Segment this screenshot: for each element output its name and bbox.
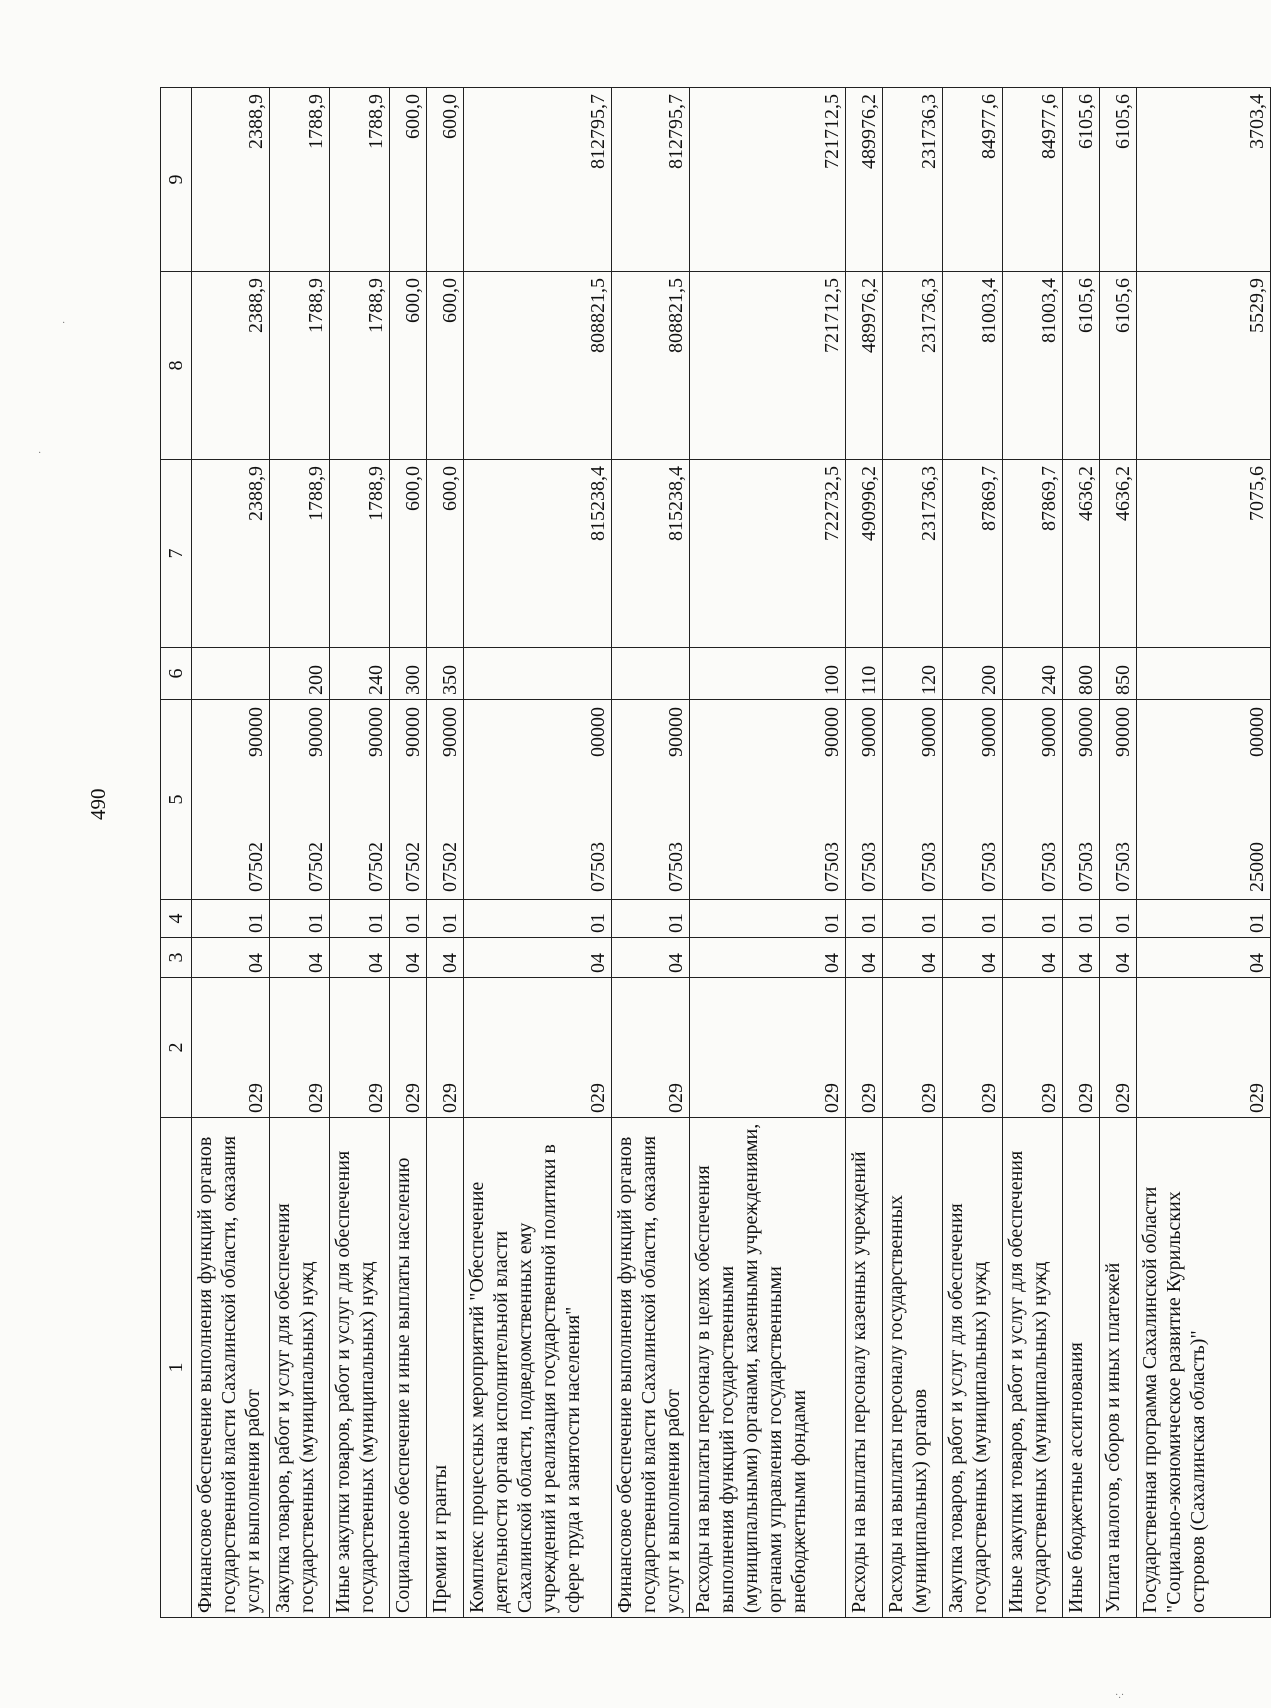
cell-amount-year-3: 812795,7 [464,88,612,272]
header-col-2: 2 [161,978,192,1118]
cell-section: 04 [192,938,270,978]
cell-ministry: 029 [846,978,883,1118]
cell-target-article [1063,700,1100,900]
target-article-part-1: 07502 [365,842,387,892]
cell-subsection: 01 [464,900,612,938]
target-article-part-2: 90000 [1038,707,1060,757]
cell-amount-year-3: 84977,6 [943,88,1003,272]
cell-amount-year-3: 1788,9 [270,88,330,272]
target-article-part-2: 90000 [821,707,843,757]
target-article-part-1: 07502 [305,842,327,892]
table-row [1003,88,1063,1618]
cell-expense-type: 350 [427,648,464,700]
cell-ministry: 029 [690,978,846,1118]
cell-target-article [330,700,390,900]
row-name: Закупка товаров, работ и услуг для обеспечения государственных (муниципальных) нужд [943,1118,1003,1618]
target-article-part-1: 07503 [858,842,880,892]
cell-amount-year-2: 489976,2 [846,272,883,460]
cell-subsection: 01 [612,900,690,938]
cell-section: 04 [943,938,1003,978]
target-article-part-2: 90000 [245,707,267,757]
cell-ministry: 029 [427,978,464,1118]
target-article-part-2: 90000 [665,707,687,757]
cell-section: 04 [427,938,464,978]
cell-ministry: 029 [390,978,427,1118]
table-row [943,88,1003,1618]
header-col-4: 4 [161,900,192,938]
cell-target-article [846,700,883,900]
cell-amount-year-2: 5529,9 [1137,272,1271,460]
cell-amount-year-2: 6105,6 [1063,272,1100,460]
cell-amount-year-1: 815238,4 [612,460,690,648]
target-article-part-1: 25000 [1246,842,1268,892]
cell-expense-type [612,648,690,700]
row-name: Закупка товаров, работ и услуг для обеспечения государственных (муниципальных) нужд [270,1118,330,1618]
row-name: Государственная программа Сахалинской области "Социально-экономическое развитие Курильских островов (Сахалинская область)" [1137,1118,1271,1618]
row-name: Премии и гранты [427,1118,464,1618]
row-name: Финансовое обеспечение выполнения функций органов государственной власти Сахалинской области, оказания услуг и выполнения работ [192,1118,270,1618]
header-col-3: 3 [161,938,192,978]
row-name: Иные бюджетные ассигнования [1063,1118,1100,1618]
target-article-part-1: 07502 [245,842,267,892]
cell-amount-year-3: 2388,9 [192,88,270,272]
cell-subsection: 01 [883,900,943,938]
cell-target-article [690,700,846,900]
cell-amount-year-3: 600,0 [427,88,464,272]
cell-subsection: 01 [270,900,330,938]
cell-expense-type: 240 [330,648,390,700]
cell-amount-year-3: 231736,3 [883,88,943,272]
cell-amount-year-3: 6105,6 [1100,88,1137,272]
cell-target-article [612,700,690,900]
target-article-part-1: 07503 [665,842,687,892]
cell-target-article [1137,700,1271,900]
target-article-part-1: 07503 [1038,842,1060,892]
cell-amount-year-2: 1788,9 [270,272,330,460]
cell-amount-year-2: 808821,5 [464,272,612,460]
cell-amount-year-1: 231736,3 [883,460,943,648]
cell-amount-year-3: 1788,9 [330,88,390,272]
cell-amount-year-2: 721712,5 [690,272,846,460]
cell-amount-year-1: 600,0 [427,460,464,648]
cell-section: 04 [1063,938,1100,978]
scan-speck: · [62,318,66,329]
header-col-1: 1 [161,1118,192,1618]
cell-target-article [1003,700,1063,900]
table-row [1137,88,1271,1618]
cell-ministry: 029 [464,978,612,1118]
cell-amount-year-1: 87869,7 [943,460,1003,648]
target-article-part-1: 07502 [439,842,461,892]
row-name: Комплекс процессных мероприятий "Обеспечение деятельности органа исполнительной власти Сахалинской области, подведомственных ему учреждений и реализация государственной политики в сфере труда и занятости населения" [464,1118,612,1618]
cell-amount-year-1: 2388,9 [192,460,270,648]
header-col-8: 8 [161,272,192,460]
header-col-6: 6 [161,648,192,700]
target-article-part-1: 07503 [821,842,843,892]
cell-ministry: 029 [1063,978,1100,1118]
target-article-part-2: 00000 [1246,707,1268,757]
cell-amount-year-1: 722732,5 [690,460,846,648]
cell-amount-year-3: 600,0 [390,88,427,272]
cell-section: 04 [1100,938,1137,978]
target-article-part-1: 07503 [978,842,1000,892]
table-row [690,88,846,1618]
header-row [161,88,192,1618]
cell-section: 04 [883,938,943,978]
cell-expense-type: 200 [943,648,1003,700]
header-col-5: 5 [161,700,192,900]
cell-amount-year-2: 81003,4 [1003,272,1063,460]
cell-amount-year-3: 6105,6 [1063,88,1100,272]
table-row [612,88,690,1618]
target-article-part-2: 90000 [402,707,424,757]
target-article-part-1: 07503 [587,842,609,892]
table-row [390,88,427,1618]
cell-expense-type: 240 [1003,648,1063,700]
cell-subsection: 01 [846,900,883,938]
row-name: Расходы на выплаты персоналу казенных учреждений [846,1118,883,1618]
table-row [1063,88,1100,1618]
target-article-part-2: 90000 [305,707,327,757]
cell-amount-year-2: 231736,3 [883,272,943,460]
cell-amount-year-1: 600,0 [390,460,427,648]
cell-section: 04 [390,938,427,978]
cell-target-article [427,700,464,900]
table-row [1100,88,1137,1618]
cell-amount-year-3: 721712,5 [690,88,846,272]
cell-target-article [1100,700,1137,900]
row-name: Иные закупки товаров, работ и услуг для обеспечения государственных (муниципальных) нужд [1003,1118,1063,1618]
cell-amount-year-1: 4636,2 [1100,460,1137,648]
target-article-part-2: 00000 [587,707,609,757]
target-article-part-2: 90000 [858,707,880,757]
cell-ministry: 029 [943,978,1003,1118]
cell-amount-year-2: 600,0 [390,272,427,460]
cell-expense-type [464,648,612,700]
cell-amount-year-1: 1788,9 [330,460,390,648]
cell-ministry: 029 [883,978,943,1118]
cell-expense-type: 200 [270,648,330,700]
header-col-7: 7 [161,460,192,648]
cell-amount-year-1: 4636,2 [1063,460,1100,648]
cell-subsection: 01 [943,900,1003,938]
target-article-part-2: 90000 [1112,707,1134,757]
table-row [270,88,330,1618]
cell-amount-year-1: 1788,9 [270,460,330,648]
row-name: Расходы на выплаты персоналу государственных (муниципальных) органов [883,1118,943,1618]
cell-amount-year-2: 808821,5 [612,272,690,460]
cell-expense-type: 120 [883,648,943,700]
cell-amount-year-3: 812795,7 [612,88,690,272]
cell-amount-year-1: 815238,4 [464,460,612,648]
scan-speck: ·.· [1115,1690,1125,1701]
target-article-part-2: 90000 [1075,707,1097,757]
cell-expense-type: 800 [1063,648,1100,700]
cell-section: 04 [464,938,612,978]
cell-target-article [192,700,270,900]
cell-amount-year-2: 1788,9 [330,272,390,460]
row-name: Расходы на выплаты персоналу в целях обеспечения выполнения функций государственными (муниципальными) органами, казенными учреждениями, органами управления государственными внебюджетными фондами [690,1118,846,1618]
table-row [464,88,612,1618]
cell-amount-year-2: 2388,9 [192,272,270,460]
cell-amount-year-2: 600,0 [427,272,464,460]
target-article-part-1: 07503 [1075,842,1097,892]
cell-target-article [270,700,330,900]
cell-section: 04 [612,938,690,978]
table-row [330,88,390,1618]
rotated-table-sheet [160,88,1268,1618]
cell-expense-type [1137,648,1271,700]
cell-subsection: 01 [690,900,846,938]
cell-amount-year-2: 6105,6 [1100,272,1137,460]
target-article-part-2: 90000 [918,707,940,757]
budget-table [160,87,1271,1618]
cell-section: 04 [690,938,846,978]
cell-subsection: 01 [1003,900,1063,938]
cell-expense-type [192,648,270,700]
target-article-part-1: 07502 [402,842,424,892]
cell-section: 04 [1003,938,1063,978]
target-article-part-1: 07503 [1112,842,1134,892]
target-article-part-2: 90000 [439,707,461,757]
cell-expense-type: 100 [690,648,846,700]
cell-subsection: 01 [390,900,427,938]
cell-ministry: 029 [330,978,390,1118]
cell-subsection: 01 [192,900,270,938]
row-name: Финансовое обеспечение выполнения функций органов государственной власти Сахалинской области, оказания услуг и выполнения работ [612,1118,690,1618]
cell-expense-type: 300 [390,648,427,700]
page-number: 490 [86,788,110,820]
cell-ministry: 029 [1100,978,1137,1118]
target-article-part-2: 90000 [365,707,387,757]
cell-section: 04 [1137,938,1271,978]
cell-ministry: 029 [1137,978,1271,1118]
row-name: Иные закупки товаров, работ и услуг для обеспечения государственных (муниципальных) нужд [330,1118,390,1618]
cell-target-article [464,700,612,900]
cell-subsection: 01 [1063,900,1100,938]
table-body [192,88,1271,1618]
cell-ministry: 029 [612,978,690,1118]
header-col-9: 9 [161,88,192,272]
cell-subsection: 01 [1137,900,1271,938]
cell-target-article [883,700,943,900]
target-article-part-2: 90000 [978,707,1000,757]
cell-expense-type: 110 [846,648,883,700]
row-name: Уплата налогов, сборов и иных платежей [1100,1118,1137,1618]
cell-section: 04 [846,938,883,978]
row-name: Социальное обеспечение и иные выплаты населению [390,1118,427,1618]
cell-ministry: 029 [192,978,270,1118]
cell-target-article [943,700,1003,900]
cell-ministry: 029 [270,978,330,1118]
cell-amount-year-3: 3703,4 [1137,88,1271,272]
cell-amount-year-1: 490996,2 [846,460,883,648]
cell-subsection: 01 [330,900,390,938]
cell-subsection: 01 [427,900,464,938]
cell-amount-year-1: 87869,7 [1003,460,1063,648]
cell-expense-type: 850 [1100,648,1137,700]
cell-amount-year-3: 84977,6 [1003,88,1063,272]
table-row [427,88,464,1618]
cell-target-article [390,700,427,900]
cell-amount-year-1: 7075,6 [1137,460,1271,648]
table-row [883,88,943,1618]
table-row [192,88,270,1618]
cell-section: 04 [330,938,390,978]
cell-ministry: 029 [1003,978,1063,1118]
cell-subsection: 01 [1100,900,1137,938]
cell-amount-year-3: 489976,2 [846,88,883,272]
cell-section: 04 [270,938,330,978]
table-row [846,88,883,1618]
cell-amount-year-2: 81003,4 [943,272,1003,460]
target-article-part-1: 07503 [918,842,940,892]
scan-speck: · [38,448,42,459]
